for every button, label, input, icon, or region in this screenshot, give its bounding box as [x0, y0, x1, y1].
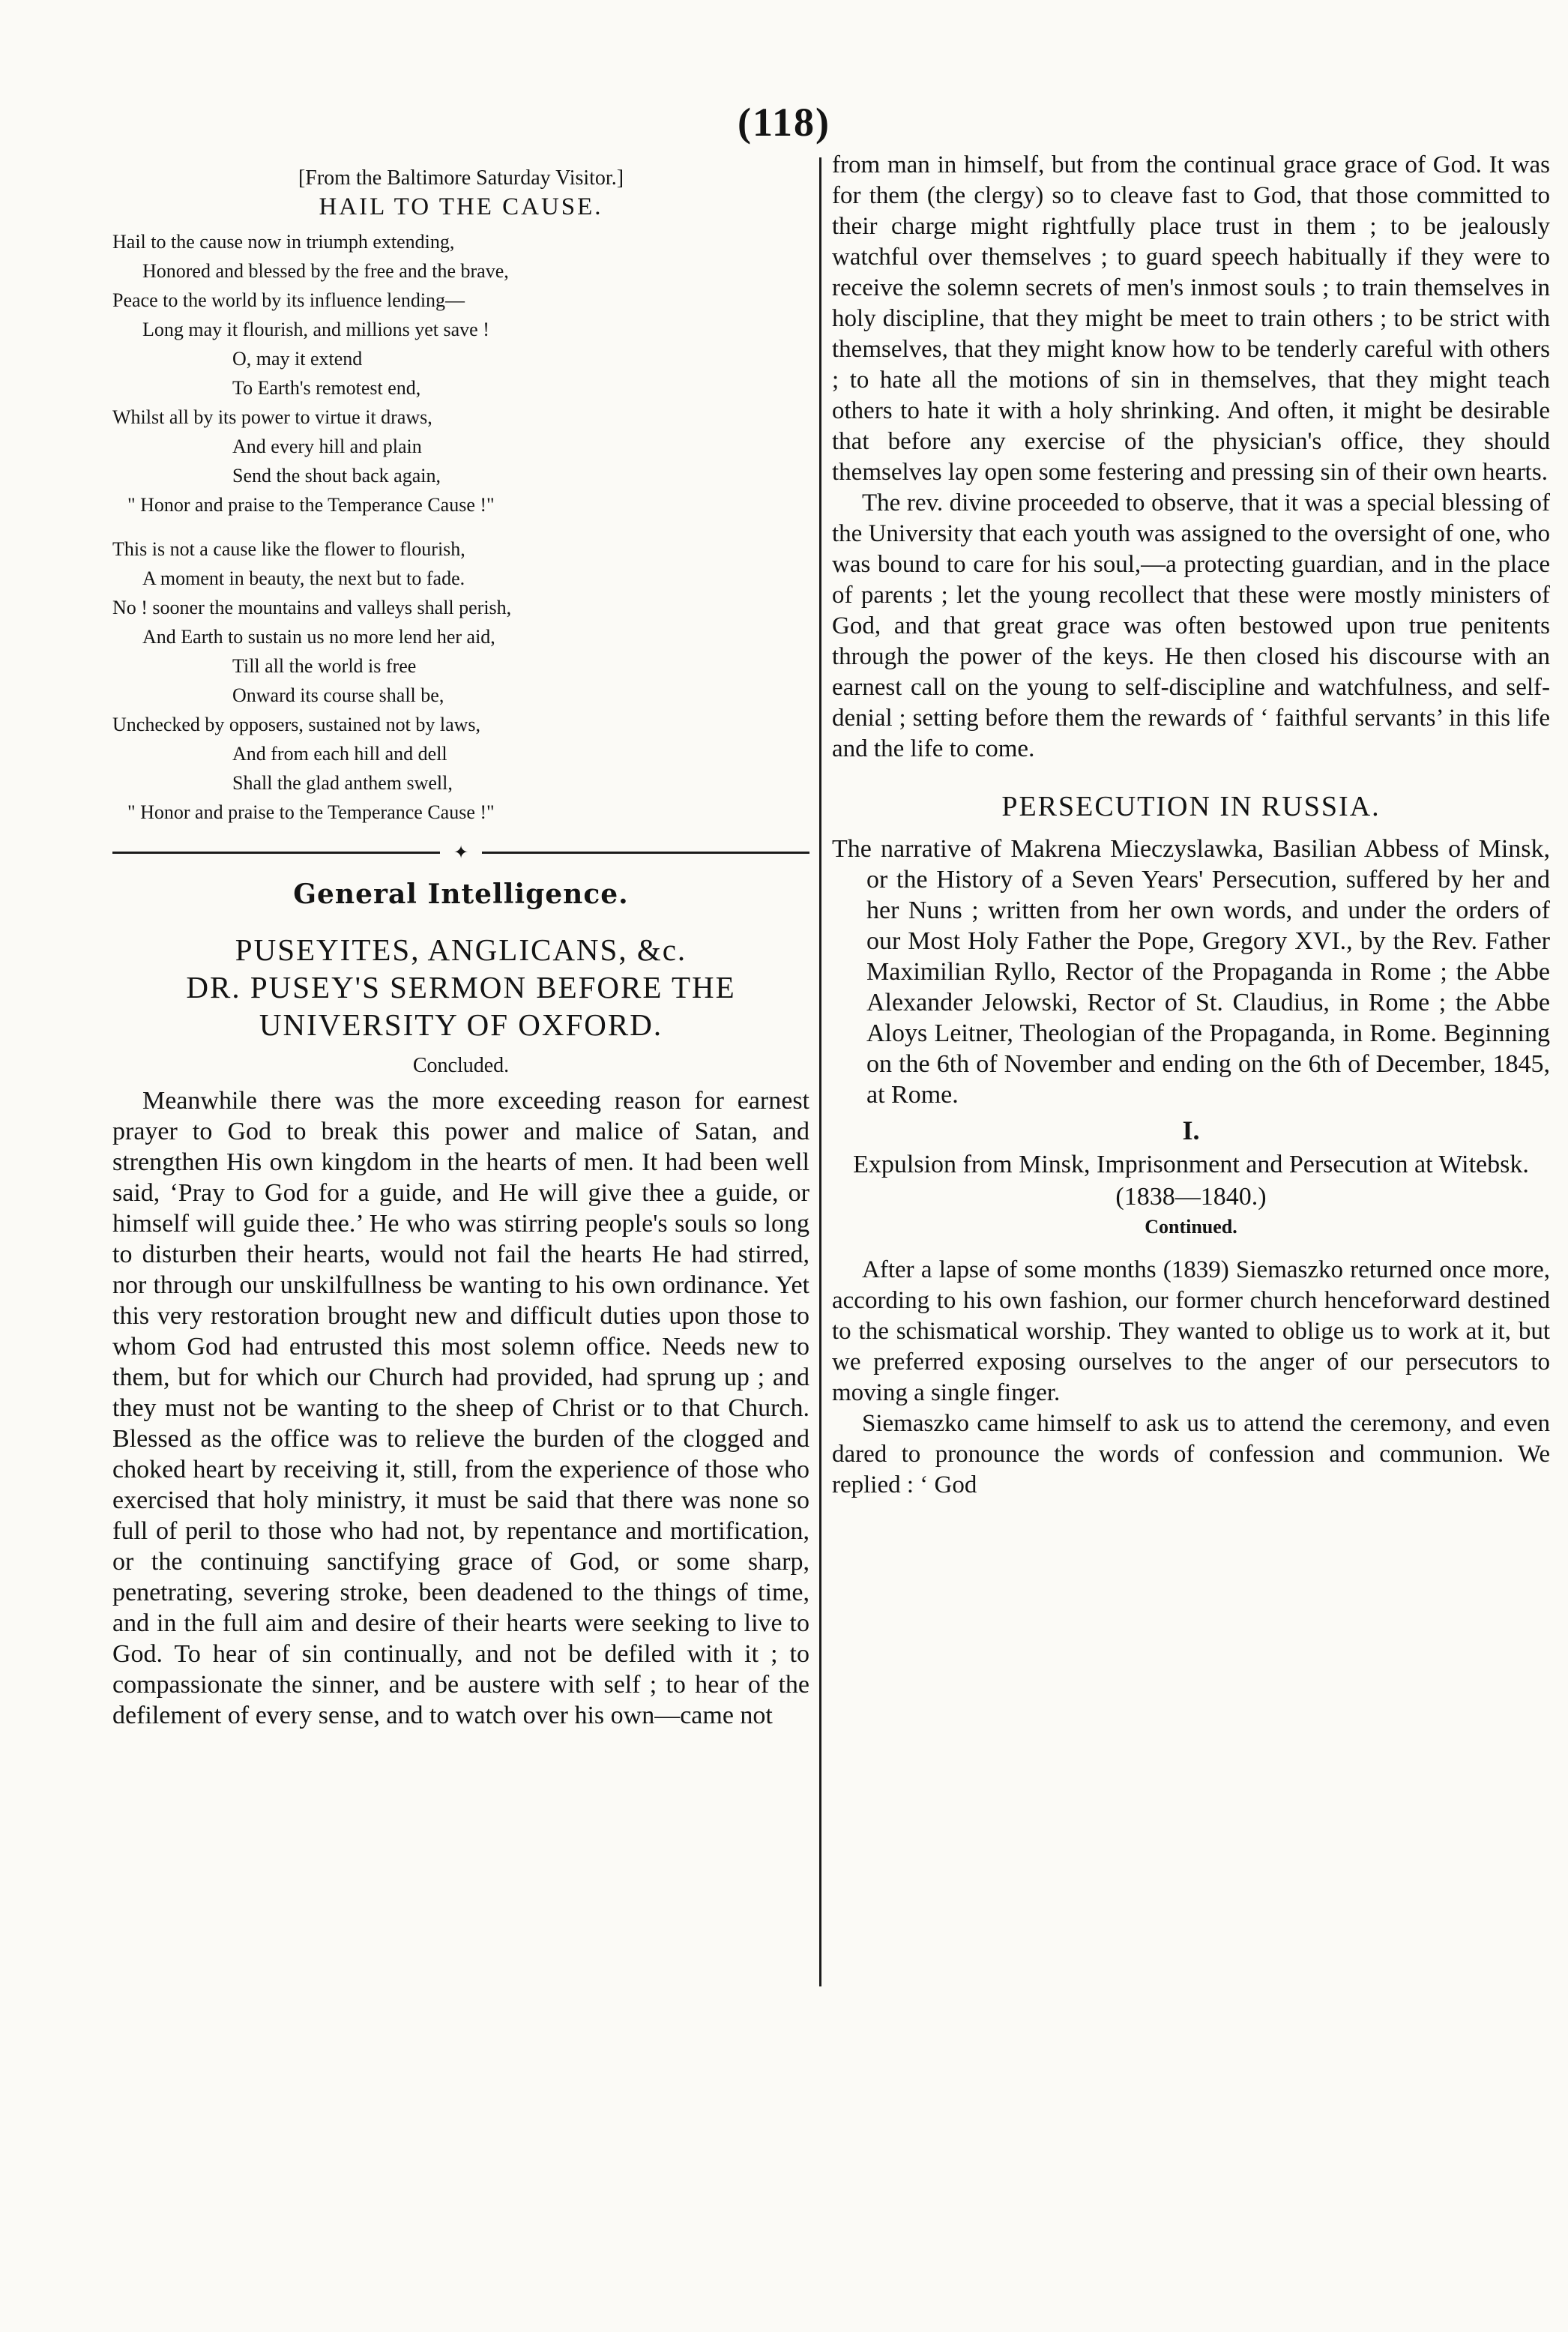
article-headline-line: UNIVERSITY OF OXFORD. — [259, 1007, 663, 1042]
separator-rule — [112, 852, 440, 854]
article-paragraph: Meanwhile there was the more exceeding reason for earnest prayer to God to break this power and malice of Satan, and strengthen His own kingdom in the hearts of men. It had been well said, ‘Pray to God for a guide, and He will give thee a guide, or himself will guide thee.’ He who was stirring people's souls so long to disturben their hearts, would not fail the hearts He had stirred, nor through our unskilfullness be wanting to his own ordinance. Yet this very restoration brought new and difficult duties upon those to whom God had entrusted this most solemn office. Needs new to them, but for which our Church had provided, had sprung up ; and they must not be wanting to the sheep of Christ or to that Church. Blessed as the office was to relieve the burden of the clogged and choked heart by receiving it, still, from the experience of those who exercised that holy ministry, it must be said that there was none so full of peril to those who had not, by repentance and mortification, or the continuing sanctifying grace of God, or some sharp, penetrating, severing stroke, been deadened to the things of time, and in the full aim and desire of their hearts were seeking to live to God. To hear of sin continually, and not be defiled with it ; to compassionate the sinner, and be austere with self ; to hear of the defilement of every sense, and to watch over his own—came not — [112, 1087, 809, 1729]
article-title: PERSECUTION IN RUSSIA. — [1001, 791, 1381, 822]
right-column — [832, 150, 1550, 1501]
poem-line: Till all the world is free — [232, 655, 417, 677]
article-headline-line: PUSEYITES, ANGLICANS, &c. — [235, 933, 687, 967]
poem-title: HAIL TO THE CAUSE. — [319, 193, 603, 220]
poem-line: Shall the glad anthem swell, — [232, 772, 453, 794]
poem-line: " Honor and praise to the Temperance Cause !" — [127, 801, 495, 823]
poem-source: [From the Baltimore Saturday Visitor.] — [298, 166, 624, 190]
poem-line: O, may it extend — [232, 348, 363, 370]
section-heading: General Intelligence. — [293, 879, 629, 910]
poem-line: Unchecked by opposers, sustained not by laws, — [112, 714, 481, 735]
poem-line: And Earth to sustain us no more lend her aid, — [142, 626, 495, 648]
poem-line: Whilst all by its power to virtue it draws, — [112, 406, 432, 428]
continuation-paragraph: from man in himself, but from the continual grace grace of God. It was for them (the clergy) so to cleave fast to God, that those committed to their charge might rightfully place trust in them ; to be jealously watchful over themselves ; to guard speech habitually if they were to receive the solemn secrets of men's inmost souls ; to train themselves in holy discipline, that they might be meet to train others ; to be strict with themselves, that they might know how to be tenderly careful with others ; to hate all the motions of sin in themselves, that they might teach others to hate it with a holy shrinking. And often, it might be desirable that before any exercise of the physician's office, they should themselves lay open some festering and pressing sin of their own hearts. — [832, 151, 1550, 486]
poem-line: Send the shout back again, — [232, 465, 441, 486]
poem-line: This is not a cause like the flower to flourish, — [112, 538, 465, 560]
article-persecution — [832, 790, 1550, 1501]
poem-line: " Honor and praise to the Temperance Cause !" — [127, 494, 495, 516]
separator-ornament: ✦ — [453, 843, 469, 863]
article-subline: Concluded. — [412, 1054, 510, 1077]
poem — [112, 166, 809, 827]
article-paragraph: After a lapse of some months (1839) Siemaszko returned once more, according to his own fashion, our former church henceforward destined to the schismatical worship. They wanted to oblige us to work at it, but we preferred exposing ourselves to the anger of our persecutors to moving a single finger. — [832, 1256, 1550, 1406]
article-headline-line: DR. PUSEY'S SERMON BEFORE THE — [186, 970, 736, 1004]
separator-rule — [482, 852, 809, 854]
chapter-title: Expulsion from Minsk, Imprisonment and Persecution at Witebsk. — [853, 1151, 1529, 1178]
poem-stanza — [112, 534, 809, 827]
poem-line: And from each hill and dell — [232, 743, 447, 765]
chapter-dates: (1838—1840.) — [1115, 1183, 1267, 1211]
column-divider — [819, 157, 821, 1986]
poem-line: Onward its course shall be, — [232, 684, 444, 706]
poem-line: Hail to the cause now in triumph extending, — [112, 231, 455, 253]
section-number: I. — [1182, 1115, 1200, 1145]
continuation-paragraph: The rev. divine proceeded to observe, that it was a special blessing of the University that each youth was assigned to the oversight of one, who was bound to care for his soul,—a protecting guardian, and in the place of parents ; let the young recollect that these were mostly ministers of God, and that great grace was often bestowed upon true penitents through the power of the keys. He then closed his discourse with an earnest call on the young to self-discipline and watchfulness, and self-denial ; setting before them the rewards of ‘ faithful servants’ in this life and the life to come. — [832, 489, 1550, 762]
section-separator — [112, 842, 809, 864]
poem-line: To Earth's remotest end, — [232, 377, 421, 399]
left-column — [112, 166, 809, 1731]
page-number: (118) — [738, 100, 830, 145]
article-intro: The narrative of Makrena Mieczyslawka, Basilian Abbess of Minsk, or the History of a Seven Years' Persecution, suffered by her and her Nuns ; written from her own words, and under the orders of our Most Holy Father the Pope, Gregory XVI., by the Rev. Father Maximilian Ryllo, Rector of the Propaganda in Rome ; the Abbe Alexander Jelowski, Rector of St. Claudius, in Rome ; the Abbe Aloys Leitner, Theologian of the Propaganda, in Rome. Beginning on the 6th of November and ending on the 6th of December, 1845, at Rome. — [832, 835, 1550, 1109]
poem-line: No ! sooner the mountains and valleys shall perish, — [112, 597, 512, 618]
continued-label: Continued. — [1145, 1216, 1237, 1238]
poem-line: Long may it flourish, and millions yet save ! — [142, 319, 489, 340]
poem-line: A moment in beauty, the next but to fade. — [142, 567, 465, 589]
poem-line: And every hill and plain — [232, 436, 422, 457]
poem-stanza — [112, 227, 809, 519]
poem-line: Peace to the world by its influence lending— — [112, 289, 465, 311]
poem-line: Honored and blessed by the free and the brave, — [142, 260, 509, 282]
article-paragraph: Siemaszko came himself to ask us to attend the ceremony, and even dared to pronounce the words of confession and communion. We replied : ‘ God — [832, 1410, 1550, 1498]
article-pusey — [112, 931, 809, 1731]
